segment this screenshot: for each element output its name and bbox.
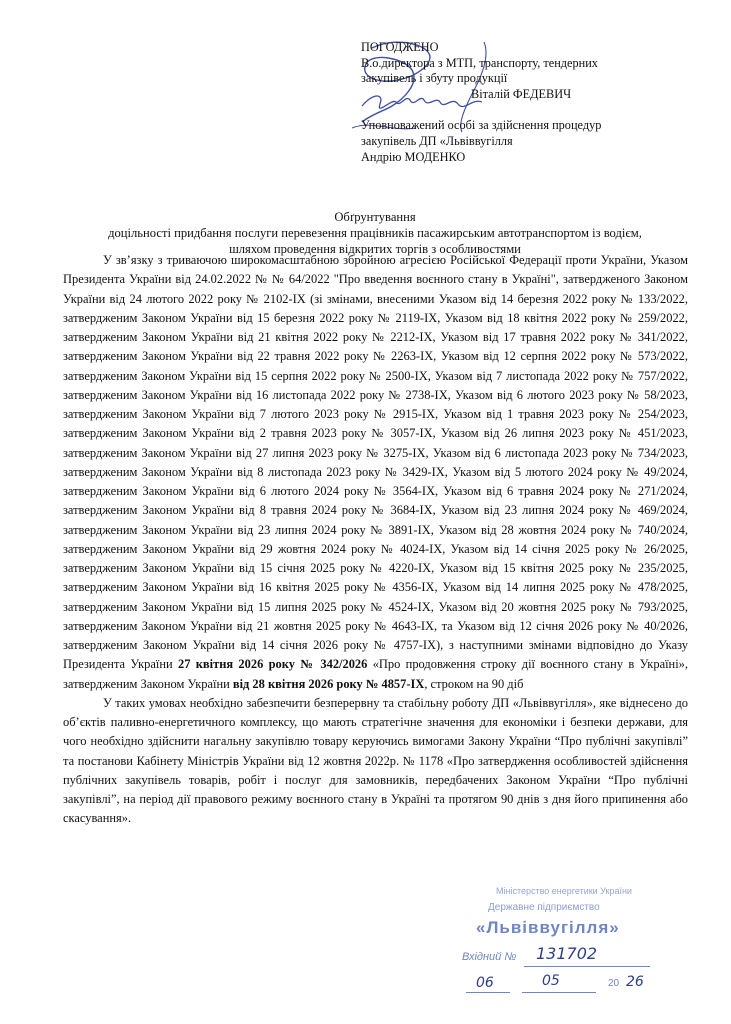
stamp-year-prefix: 20 [608, 978, 620, 989]
stamp-year: 26 [626, 974, 644, 990]
document-body [63, 251, 688, 829]
approval-position-line-1: В.о.директора з МТП, транспорту, тендерних [361, 55, 598, 70]
stamp-month: 05 [542, 973, 560, 989]
approval-block [361, 40, 721, 165]
registration-stamp [458, 880, 668, 1000]
approval-position-line-4: закупівель ДП «Львіввугілля [361, 133, 513, 148]
body-paragraph-2: У таких умовах необхідно забезпечити безперервну та стабільну роботу ДП «Львіввугілля», яке віднесено до об’єктів паливно-енергетичного комплексу, що мають стратегічне значення для економіки і безпеки держави, для чого необхідно здійснити нагальну закупівлю товару керуючись вимогами Закону України “Про публічні закупівлі” та постанови Кабінету Міністрів України від 12 жовтня 2022р. № 1178 «Про затвердження особливостей здійснення публічних закупівель товарів, робіт і послуг для замовників, передбачених Законом України “Про публічні закупівлі”, на період дії правового режиму воєнного стану в Україні та протягом 90 днів з дня його припинення або скасування». [63, 695, 688, 826]
p1-bold-decree: 27 квітня 2026 року № 342/2026 [177, 657, 368, 672]
stamp-incoming-number: 131702 [536, 944, 598, 963]
stamp-number-underline [524, 966, 650, 967]
approval-heading: ПОГОДЖЕНО [361, 40, 439, 54]
stamp-ministry: Міністерство енергетики України [496, 886, 632, 896]
title-line-2: доцільності придбання послуги перевезення працівників пасажирським автотранспортом із водієм, [108, 226, 642, 240]
stamp-day-underline [466, 992, 510, 993]
title-line-3: шляхом проведення відкритих торгів з особливостями [229, 242, 521, 256]
approval-addressee-name: Андрію МОДЕНКО [361, 149, 466, 164]
body-paragraph-1 [63, 251, 688, 694]
p1-text-2: «Про продовження строку дії воєнного стану в Україні», затвердженим Законом України [63, 657, 688, 691]
document-title [40, 209, 710, 257]
p1-text-3: , строком на 90 діб [424, 676, 524, 691]
stamp-enterprise-name: «Львіввугілля» [476, 918, 620, 937]
p1-text-1: У зв’язку з триваючою широкомасштабною збройною агресією Російської Федерації проти України, Указом Президента України від 24.02.2022 № № 64/2022 "Про введення воєнного стану в Україні", затвердженого Законом України від 24 лютого 2022 року № 2102-IX (зі змінами, внесеними Указом від 14 березня 2022 року № 133/2022, затвердженим Законом України від 15 березня 2022 року № 2119-IX, Указом від 18 квітня 2022 року № 259/2022, затвердженим Законом України від 21 квітня 2022 року № 2212-IX, Указом від 17 травня 2022 року № 341/2022, затвердженим Законом України від 22 травня 2022 року № 2263-IX, Указом від 12 серпня 2022 року № 573/2022, затвердженим Законом України від 15 серпня 2022 року № 2500-IX, Указом від 7 листопада 2022 року № 757/2022, затвердженим Законом України від 16 листопада 2022 року № 2738-IX, Указом від 6 лютого 2023 року № 58/2023, затвердженим Законом України від 7 лютого 2023 року № 2915-IX, Указом від 1 травня 2023 року № 254/2023, затвердженим Законом України від 2 травня 2023 року № 3057-IX, Указом від 26 липня 2023 року № 451/2023, затвердженим Законом України від 27 липня 2023 року № 3275-IX, Указом від 6 листопада 2023 року № 734/2023, затвердженим Законом України від 8 листопада 2023 року № 3429-IX, Указом від 5 лютого 2024 року № 49/2024, затвердженим Законом України від 6 лютого 2024 року № 3564-IX, Указом від 6 травня 2024 року № 271/2024, затвердженим Законом України від 8 травня 2024 року № 3684-IX, Указом від 23 липня 2024 року № 469/2024, затвердженим Законом України від 23 липня 2024 року № 3891-IX, Указом від 28 жовтня 2024 року № 740/2024, затвердженим Законом України від 29 жовтня 2024 року № 4024-IX, Указом від 14 січня 2025 року № 26/2025, затвердженим Законом України від 15 січня 2025 року № 4220-IX, Указом від 15 квітня 2025 року № 235/2025, затвердженим Законом України від 16 квітня 2025 року № 4356-IX, Указом від 14 липня 2025 року № 478/2025, затвердженим Законом України від 15 липня 2025 року № 4524-IX, Указом від 20 жовтня 2025 року № 793/2025, затвердженим Законом України від 21 жовтня 2025 року № 4643-IX, та Указом від 12 січня 2026 року № 40/2026, затвердженим Законом України від 14 січня 2026 року № 4757-IX), з наступними змінами відповідно до Указу Президента України [63, 253, 688, 672]
approval-position-line-3: Уповноважений особі за здійснення процедур [361, 118, 602, 133]
p1-bold-law: від 28 квітня 2026 року № 4857-IX [232, 676, 425, 691]
stamp-enterprise-type: Державне підприємство [488, 902, 600, 913]
title-line-1: Обґрунтування [334, 210, 416, 224]
stamp-incoming-label: Вхідний № [462, 951, 517, 963]
approval-signatory-name: Віталій ФЕДЕВИЧ [471, 86, 572, 101]
stamp-day: 06 [476, 975, 494, 991]
stamp-month-underline [522, 992, 596, 993]
approval-position-line-2: закупівель і збуту продукції [361, 71, 508, 86]
